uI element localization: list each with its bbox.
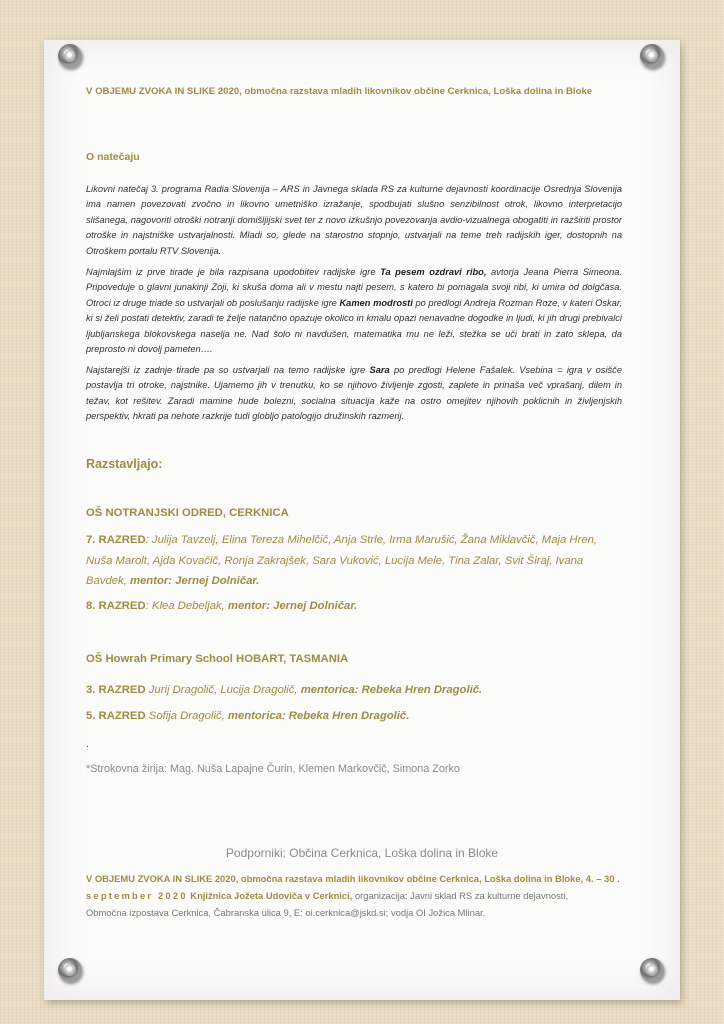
about-paragraph-1: Likovni natečaj 3. programa Radia Slovenija – ARS in Javnega sklada RS za kulturne dejavnosti koordinacije Osrednja Slovenija ima namen povezovati zvočno in likovno umetniško izražanje, spodbujati slušno senzibilnost otrok, likovno interpretacijo slišanega, nagovoriti otroški notranji domišljijski svet ter z novo izkušnjo povezovanja avdio-vizualnega obogatiti in razširiti prostor otroške in najstniške ustvarjalnosti. Mladi so, glede na starostno stopnjo, ustvarjali na teme treh radijskih iger, dostopnih na Otroškem portalu RTV Slovenija. — [86, 184, 622, 256]
pushpin-icon — [640, 958, 664, 982]
about-paragraph-2: Najmlajšim iz prve tirade je bila razpisana upodobitev radijske igre Ta pesem ozdravi ribo, avtorja Jeana Pierra Simeona. Pripoveduje o glavni junakinji Zoji, ki skuša doma ali v mestu najti pesem, s katero bi pomagala svoji ribi, ki umira od dolgčasa. Otroci iz druge triade so ustvarjali ob poslušanju radijske igre Kamen modrosti po predlogi Andreja Rozman Roze, v kateri Oskar, ki si želi postati detektiv, zaradi te želje natančno opazuje okolico in kmalu opazi nenavadne dogodke in ljudi, ki jih drugi prebivalci ljubljanskega blokovskega naselja ne. Nad šolo ni navdušen, matematika mu ne leži, stežka se uči brati in zato sklepa, da preprosto ni dovolj pameten…. — [86, 267, 622, 355]
radio-play-title: Sara — [369, 365, 390, 375]
pushpin-icon — [640, 44, 664, 68]
footer-line-1: V OBJEMU ZVOKA IN SLIKE 2020, območna razstava mladih likovnikov občine Cerknica, Loška dolina in Bloke, 4. – 30 . — [86, 873, 620, 884]
supporters-line: Podporniki: Občina Cerknica, Loška dolina in Bloke — [225, 846, 499, 860]
grade-entry-5: 5. RAZRED Sofija Dragolič, mentorica: Rebeka Hren Dragolič. — [86, 710, 410, 722]
document-header: V OBJEMU ZVOKA IN SLIKE 2020, območna razstava mladih likovnikov občine Cerknica, Loška dolina in Bloke — [86, 86, 593, 97]
radio-play-title: Kamen modrosti — [339, 297, 413, 308]
pushpin-icon — [58, 44, 82, 68]
footer-line-2: september 2020 Knjižnica Jožeta Udoviča v Cerknici, organizacija: Javni sklad RS za kulturne dejavnosti, — [86, 890, 569, 901]
exhibitors-title: Razstavljajo: — [86, 457, 163, 471]
footer-line-3: Območna izpostava Cerknica, Čabranska ulica 9, E: oi.cerknica@jskd.si; vodja OI Jožica Mlinar. — [86, 907, 486, 918]
grade-entry-3: 3. RAZRED Jurij Dragolič, Lucija Dragolič, mentorica: Rebeka Hren Dragolič. — [86, 684, 483, 696]
jury-note: *Strokovna žirija: Mag. Nuša Lapajne Čurin, Klemen Markovčič, Simona Zorko — [86, 763, 460, 775]
radio-play-title: Ta pesem ozdravi ribo, — [380, 267, 487, 277]
school-name: OŠ Howrah Primary School HOBART, TASMANIA — [86, 653, 349, 665]
separator-dot: . — [86, 738, 90, 750]
footer — [86, 870, 626, 921]
school-name: OŠ NOTRANJSKI ODRED, CERKNICA — [86, 507, 289, 519]
about-paragraph-3: Najstarejši iz zadnje tirade pa so ustvarjali na temo radijske igre Sara po predlogi Helene Fašalek. Vsebina = igra v osišče postavlja tri otroke, najstnike. Ujamemo jih v trenutku, ko se njihovo življenje zgosti, zaplete in prinaša več vprašanj, dilem in težav, kot rešitev. Zaradi mamine hude bolezni, socialna situacija kaže na ostro omejitev njihovih poklicnih in življenjskih perspektiv, hkrati pa nehote razkrije tudi globljo patologijo družinskih razmerij. — [86, 365, 622, 422]
grade-entry-8: 8. RAZRED: Klea Debeljak, mentor: Jernej Dolničar. — [86, 600, 358, 612]
grade-entry-7: 7. RAZRED: Julija Tavzelj, Elina Tereza Mihelčič, Anja Strle, Irma Marušić, Žana Miklavčič, Maja Hren, Nuša Marolt, Ajda Kovačič, Ronja Zakrajšek, Sara Vuković, Lucija Mele, Tina Zalar, Svit Širaj, Ivana Bavdek, mentor: Jernej Dolničar. — [86, 534, 598, 587]
pushpin-icon — [58, 958, 82, 982]
section-title-about: O natečaju — [86, 151, 140, 163]
